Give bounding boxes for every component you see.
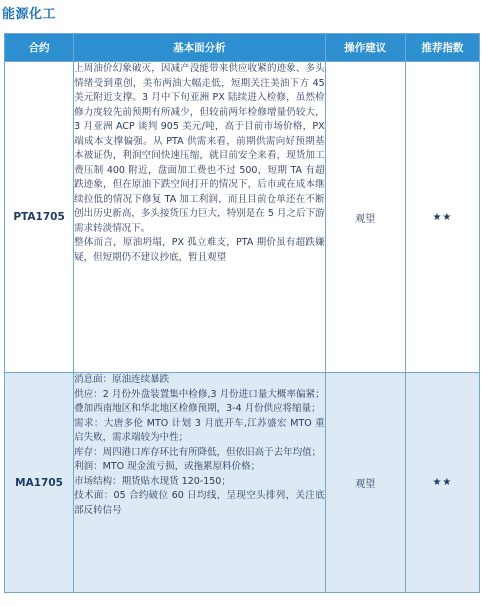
table-row-pta: [5, 62, 480, 373]
table-row-ma: [5, 373, 480, 593]
section-title: 能源化工: [2, 7, 57, 22]
contract-name: MA1705: [5, 373, 74, 593]
advice-text: 观望: [325, 62, 405, 373]
header-analysis: 基本面分析: [74, 34, 326, 62]
table-header-row: [5, 34, 480, 62]
fundamental-analysis-table: [4, 33, 480, 593]
analysis-line-technical: 技术面：05 合约破位 60 日均线，呈现空头排列，关注底部反转信号: [74, 490, 325, 516]
analysis-line-structure: 市场结构：期货贴水现货 120-150；: [74, 475, 231, 487]
rating-stars: ★★: [405, 62, 479, 373]
analysis-text: [74, 373, 326, 593]
rating-stars: ★★: [405, 373, 479, 593]
analysis-line-profit: 利润：MTO 现金流亏损，或拖累原料价格；: [74, 461, 261, 472]
header-contract: 合约: [5, 34, 74, 62]
analysis-line-news: 消息面：原油连续暴跌: [74, 374, 170, 385]
analysis-line-inventory: 库存：周四港口库存环比有所降低，但依旧高于去年均值；: [74, 446, 322, 458]
advice-text: 观望: [325, 373, 405, 593]
header-rating: 推荐指数: [405, 34, 479, 62]
analysis-line-demand: 需求：大唐多伦 MTO 计划 3 月底开车,江苏盛宏 MTO 重启失败，需求端较为中性；: [74, 417, 325, 443]
analysis-text: [74, 62, 326, 373]
analysis-line-supply: 供应：2 月份外盘装置集中检修,3 月份进口量大概率偏紧；叠加西南地区和华北地区检修预期，3-4 月份供应将缩量；: [74, 388, 325, 414]
analysis-paragraph: 整体而言，原油坍塌，PX 孤立难支，PTA 期价虽有超跌嫌疑，但短期仍不建议抄底，暂且观望: [74, 237, 325, 263]
header-advice: 操作建议: [325, 34, 405, 62]
analysis-paragraph: 上周油价幻象破灭，因减产没能带来供应收紧的迹象、多头情绪受到重创，美布两油大幅走低，短期关注美油下方 45 美元附近支撑。3 月中下旬亚洲 PX 陆续进入检修，虽然检修力度较先前预期有所减少，但较前两年检修增量仍较大，3 月亚洲 ACP 谈判 905 美元/吨，高于目前市场价格，PX 端成本支撑偏强。从 PTA 供需来看，前期供需向好预期基本被证伪，利润空间快速压缩，就目前安全来看，现货加工费压制 400 附近，盘面加工费也不过 500，短期 TA 有超跌迹象，但在原油下跌空间打开的情况下，后市或在成本继续拉低的情况下修复 TA 加工利润，而且目前仓单还在不断创出历史新高，多头接货压力巨大，特别是在 5 月之后下游需求转淡情况下。: [74, 63, 325, 234]
contract-name: PTA1705: [5, 62, 74, 373]
